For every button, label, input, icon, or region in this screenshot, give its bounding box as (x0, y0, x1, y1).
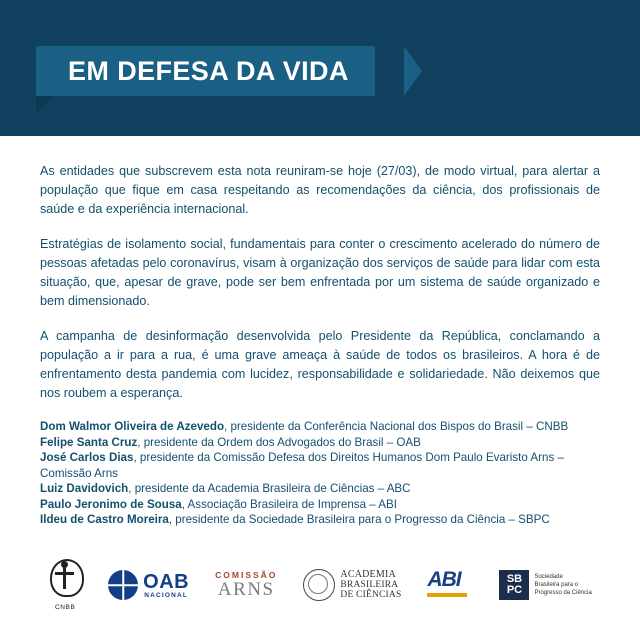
abc-line2: BRASILEIRA (340, 580, 399, 590)
body-content (0, 136, 640, 528)
paragraph-3: A campanha de desinformação desenvolvida pelo Presidente da República, conclamando a população a ir para a rua, é uma grave ameaça à saúde de todos os brasileiros. A hora é de enfrentamento desta pandemia com lucidez, responsabilidade e solidariedade. Não deixemos que nos roubem a esperança. (40, 329, 600, 400)
paragraph-2: Estratégias de isolamento social, fundamentais para conter o crescimento acelerado do número de pessoas afetadas pelo coronavírus, visam à organização dos serviços de saúde para lidar com esta situação, que, apesar de grave, pode ser bem enfrentada por um sistema de saúde organizado e bem dimensionado. (40, 237, 600, 308)
abi-mark-icon (427, 568, 473, 602)
seal-icon (303, 569, 335, 601)
cnbb-label: CNBB (54, 604, 76, 611)
signatory-role: , presidente da Comissão Defesa dos Direitos Humanos Dom Paulo Evaristo Arns – Comissão Arns (40, 451, 564, 480)
header-banner (0, 0, 640, 136)
arns-logo (215, 570, 277, 600)
abc-line1: ACADEMIA (340, 569, 396, 580)
signatory-name: Felipe Santa Cruz (40, 435, 138, 449)
oab-label: OAB (143, 570, 190, 593)
signatory-name: Paulo Jeronimo de Sousa (40, 497, 182, 511)
arns-line1: COMISSÃO (215, 570, 278, 580)
signatory-role: , Associação Brasileira de Imprensa – ABI (181, 497, 397, 511)
sbpc-line3: Progresso da Ciência (534, 590, 592, 596)
abc-line3: DE CIÊNCIAS (340, 590, 402, 600)
abc-logo (303, 569, 401, 601)
sbpc-logo (499, 570, 591, 600)
sbpc-mark-bottom: PC (506, 584, 523, 596)
logo-row (0, 540, 640, 630)
cnbb-logo (48, 559, 82, 611)
signatories-list (40, 419, 600, 528)
signatory-item (40, 481, 600, 497)
signatory-item (40, 450, 600, 481)
oab-logo (108, 570, 189, 600)
page-title: EM DEFESA DA VIDA (68, 55, 349, 86)
oab-sublabel: NACIONAL (144, 591, 189, 599)
signatory-item (40, 435, 600, 451)
signatory-role: , presidente da Ordem dos Advogados do Brasil – OAB (137, 435, 421, 449)
signatory-role: , presidente da Sociedade Brasileira para o Progresso da Ciência – SBPC (168, 513, 550, 526)
sbpc-line1: Sociedade (534, 574, 563, 580)
signatory-item (40, 497, 600, 513)
arns-line2: ARNS (217, 579, 275, 600)
signatory-role: , presidente da Academia Brasileira de Ciências – ABC (128, 482, 411, 495)
abi-logo (427, 568, 473, 602)
title-banner (36, 46, 375, 96)
abi-label: ABI (427, 568, 461, 591)
signatory-name: José Carlos Dias (40, 451, 134, 464)
banner-notch (36, 96, 54, 114)
sbpc-mark-icon (499, 570, 529, 600)
banner-arrow (404, 46, 422, 96)
signatory-name: Ildeu de Castro Moreira (40, 513, 169, 526)
signatory-item (40, 419, 600, 435)
globe-icon (108, 570, 138, 600)
sbpc-mark-top: SB (506, 573, 523, 585)
sbpc-line2: Brasileira para o (534, 582, 579, 588)
signatory-role: , presidente da Conferência Nacional dos Bispos do Brasil – CNBB (224, 420, 569, 433)
signatory-name: Luiz Davidovich (40, 482, 129, 495)
paragraph-1: As entidades que subscrevem esta nota reuniram-se hoje (27/03), de modo virtual, para alertar a população que fique em casa respeitando as recomendações da ciência, dos profissionais de saúde e da experiência internacional. (40, 164, 600, 216)
cnbb-cross-icon (48, 559, 82, 601)
signatory-name: Dom Walmor Oliveira de Azevedo (40, 420, 225, 433)
signatory-item (40, 512, 600, 528)
